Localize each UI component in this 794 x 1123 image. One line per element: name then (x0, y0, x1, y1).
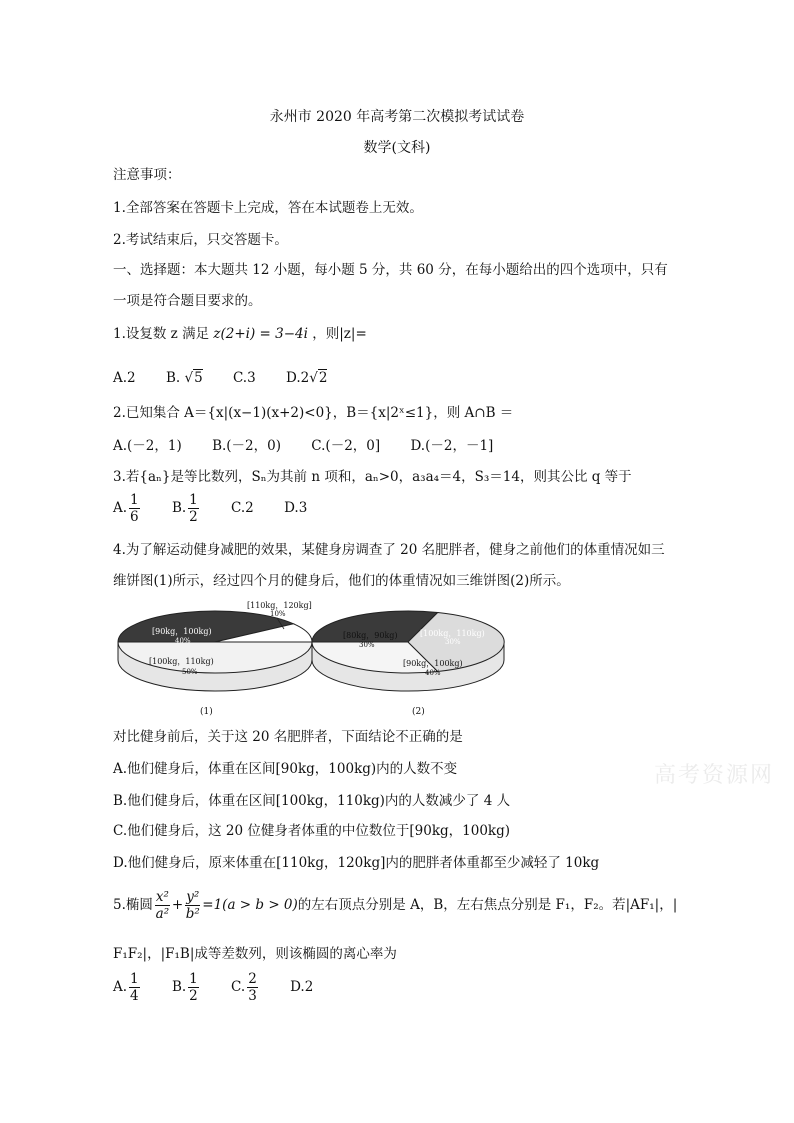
exam-title: 永州市 2020 年高考第二次模拟考试试卷 (269, 109, 525, 125)
pie2-pct-100-110: 30% (445, 638, 461, 646)
q5-eq-rest: =1(a > b > 0) (202, 897, 298, 913)
q5-option-c (231, 971, 260, 1004)
pie2-label-80-90: [80kg，90kg) (343, 631, 398, 640)
q3-option-b-den: 2 (189, 509, 198, 525)
q1-option-a: A.2 (113, 370, 136, 386)
q1-option-c: C.3 (232, 370, 256, 386)
notice-heading: 注意事项： (113, 167, 181, 183)
question-2-options (113, 437, 519, 455)
exam-subtitle: 数学(文科) (363, 140, 431, 156)
section-heading-cont: 一项是符合题目要求的。 (113, 293, 262, 309)
q5-option-a-den: 4 (130, 988, 139, 1004)
pie2-label-90-100: [90kg，100kg) (403, 659, 463, 668)
q5-prefix: 5.椭圆 (113, 897, 153, 913)
q5-option-b-num: 1 (189, 971, 198, 987)
q1-option-d: D.2√2 (285, 370, 328, 386)
q2-option-a: A.(－2，1) (113, 438, 182, 454)
q1-option-b: B. √5 (165, 370, 203, 386)
pie2-pct-80-90: 30% (359, 641, 375, 649)
q4-option-a: A.他们健身后，体重在区间[90kg，100kg)内的人数不变 (113, 761, 458, 777)
pie1-label-100-110: [100kg，110kg) (149, 657, 214, 666)
question-5-options (113, 971, 339, 1004)
question-4-prompt: 对比健身前后，关于这 20 名肥胖者，下面结论不正确的是 (113, 729, 463, 745)
q4-option-b: B.他们健身后，体重在区间[100kg，110kg)内的人数减少了 4 人 (113, 793, 511, 809)
question-1-options (113, 369, 353, 387)
question-4-stem-line1: 4.为了解运动健身减肥的效果，某健身房调查了 20 名肥胖者，健身之前他们的体重情况如三 (113, 542, 665, 558)
pie1-pct-110-120: 10% (270, 610, 286, 618)
q2-option-d: D.(－2，－1] (410, 438, 494, 454)
q3-option-b (172, 492, 201, 525)
q3-option-a (113, 492, 142, 525)
pie2-pct-90-100: 40% (425, 669, 441, 677)
pie2-caption: (2) (412, 707, 425, 717)
q4-option-d: D.他们健身后，原来体重在[110kg，120kg]内的肥胖者体重都至少减轻了 10kg (113, 855, 600, 871)
q5-eq-a: a² (155, 906, 170, 922)
q3-option-b-label: B. (171, 500, 187, 516)
q3-option-a-label: A. (113, 500, 128, 516)
q5-option-c-label: C. (231, 979, 246, 995)
question-2-stem: 2.已知集合 A＝{x|(x−1)(x+2)<0}，B＝{x|2ˣ≤1}，则 A∩B ＝ (113, 405, 514, 421)
watermark: 高考资源网 (653, 763, 774, 788)
pie-charts-figure (112, 596, 512, 721)
q3-option-b-num: 1 (189, 492, 198, 508)
pie1-label-110-120: [110kg，120kg] (247, 601, 312, 610)
q5-eq-y: y² (186, 889, 200, 905)
q2-option-c: C.(－2，0] (311, 438, 381, 454)
question-5-stem: 5.椭圆 $\frac{\text{x²}}{\text{a²}}$ + $\frac{\text{y²}}{\text{b²}}$ =1(a > b > 0)的左右顶点分别是 A，B，左右焦点分别是 F₁，F₂。若|AF₁|，| (113, 889, 678, 922)
question-1-stem (113, 325, 367, 343)
q3-option-c: C.2 (231, 500, 254, 516)
q5-option-b-den: 2 (189, 988, 198, 1004)
pie1-pct-90-100: 40% (175, 637, 191, 645)
notice-item-1: 1.全部答案在答题卡上完成，答在本试题卷上无效。 (113, 200, 423, 216)
question-4-stem-line2: 维饼图(1)所示，经过四个月的健身后，他们的体重情况如三维饼图(2)所示。 (113, 573, 570, 589)
q5-eq-b: b² (185, 906, 200, 922)
q3-option-d: D.3 (284, 500, 308, 516)
q5-option-b (172, 971, 201, 1004)
section-heading: 一、选择题：本大题共 12 小题，每小题 5 分，共 60 分，在每小题给出的四个选项中，只有 (113, 262, 668, 278)
q5-option-a-label: A. (113, 979, 128, 995)
q4-option-c: C.他们健身后，这 20 位健身者体重的中位数位于[90kg，100kg) (113, 823, 511, 839)
q3-option-a-den: 6 (130, 509, 139, 525)
q5-option-d: D.2 (290, 979, 314, 995)
pie-chart-2 (312, 611, 504, 717)
question-5-stem-line2: F₁F₂|，|F₁B|成等差数列，则该椭圆的离心率为 (113, 946, 397, 962)
q1-prefix: 1.设复数 z 满足 (113, 326, 210, 342)
q1-option-d-label: D.2 (285, 370, 310, 386)
question-3-stem: 3.若{aₙ}是等比数列，Sₙ为其前 n 项和，aₙ>0，a₃a₄＝4，S₃＝14，则其公比 q 等于 (113, 469, 632, 485)
notice-item-2: 2.考试结束后，只交答题卡。 (113, 232, 288, 248)
q5-eq-x: x² (155, 889, 169, 905)
q5-option-a (113, 971, 142, 1004)
q1-option-b-value: 5 (194, 370, 203, 386)
q5-option-c-num: 2 (248, 971, 257, 987)
pie1-pct-100-110: 50% (182, 668, 198, 676)
pie2-label-100-110: [100kg，110kg) (420, 629, 485, 638)
q1-option-d-value: 2 (318, 370, 328, 386)
q1-option-b-label: B. (165, 370, 181, 386)
pie-chart-1 (118, 601, 312, 717)
pie1-caption: (1) (200, 707, 213, 717)
q5-option-c-den: 3 (248, 988, 257, 1004)
q5-option-b-label: B. (171, 979, 187, 995)
pie1-label-90-100: [90kg，100kg) (152, 627, 212, 636)
q1-math: z(2+i) = 3−4i (213, 326, 308, 342)
question-3-options (113, 492, 333, 525)
q2-option-b: B.(－2，0) (212, 438, 281, 454)
q3-option-a-num: 1 (130, 492, 139, 508)
q1-suffix: ，则|z|= (312, 326, 367, 342)
q5-suffix: 的左右顶点分别是 A，B，左右焦点分别是 F₁，F₂。若|AF₁|，| (297, 897, 678, 913)
q5-option-a-num: 1 (130, 971, 139, 987)
